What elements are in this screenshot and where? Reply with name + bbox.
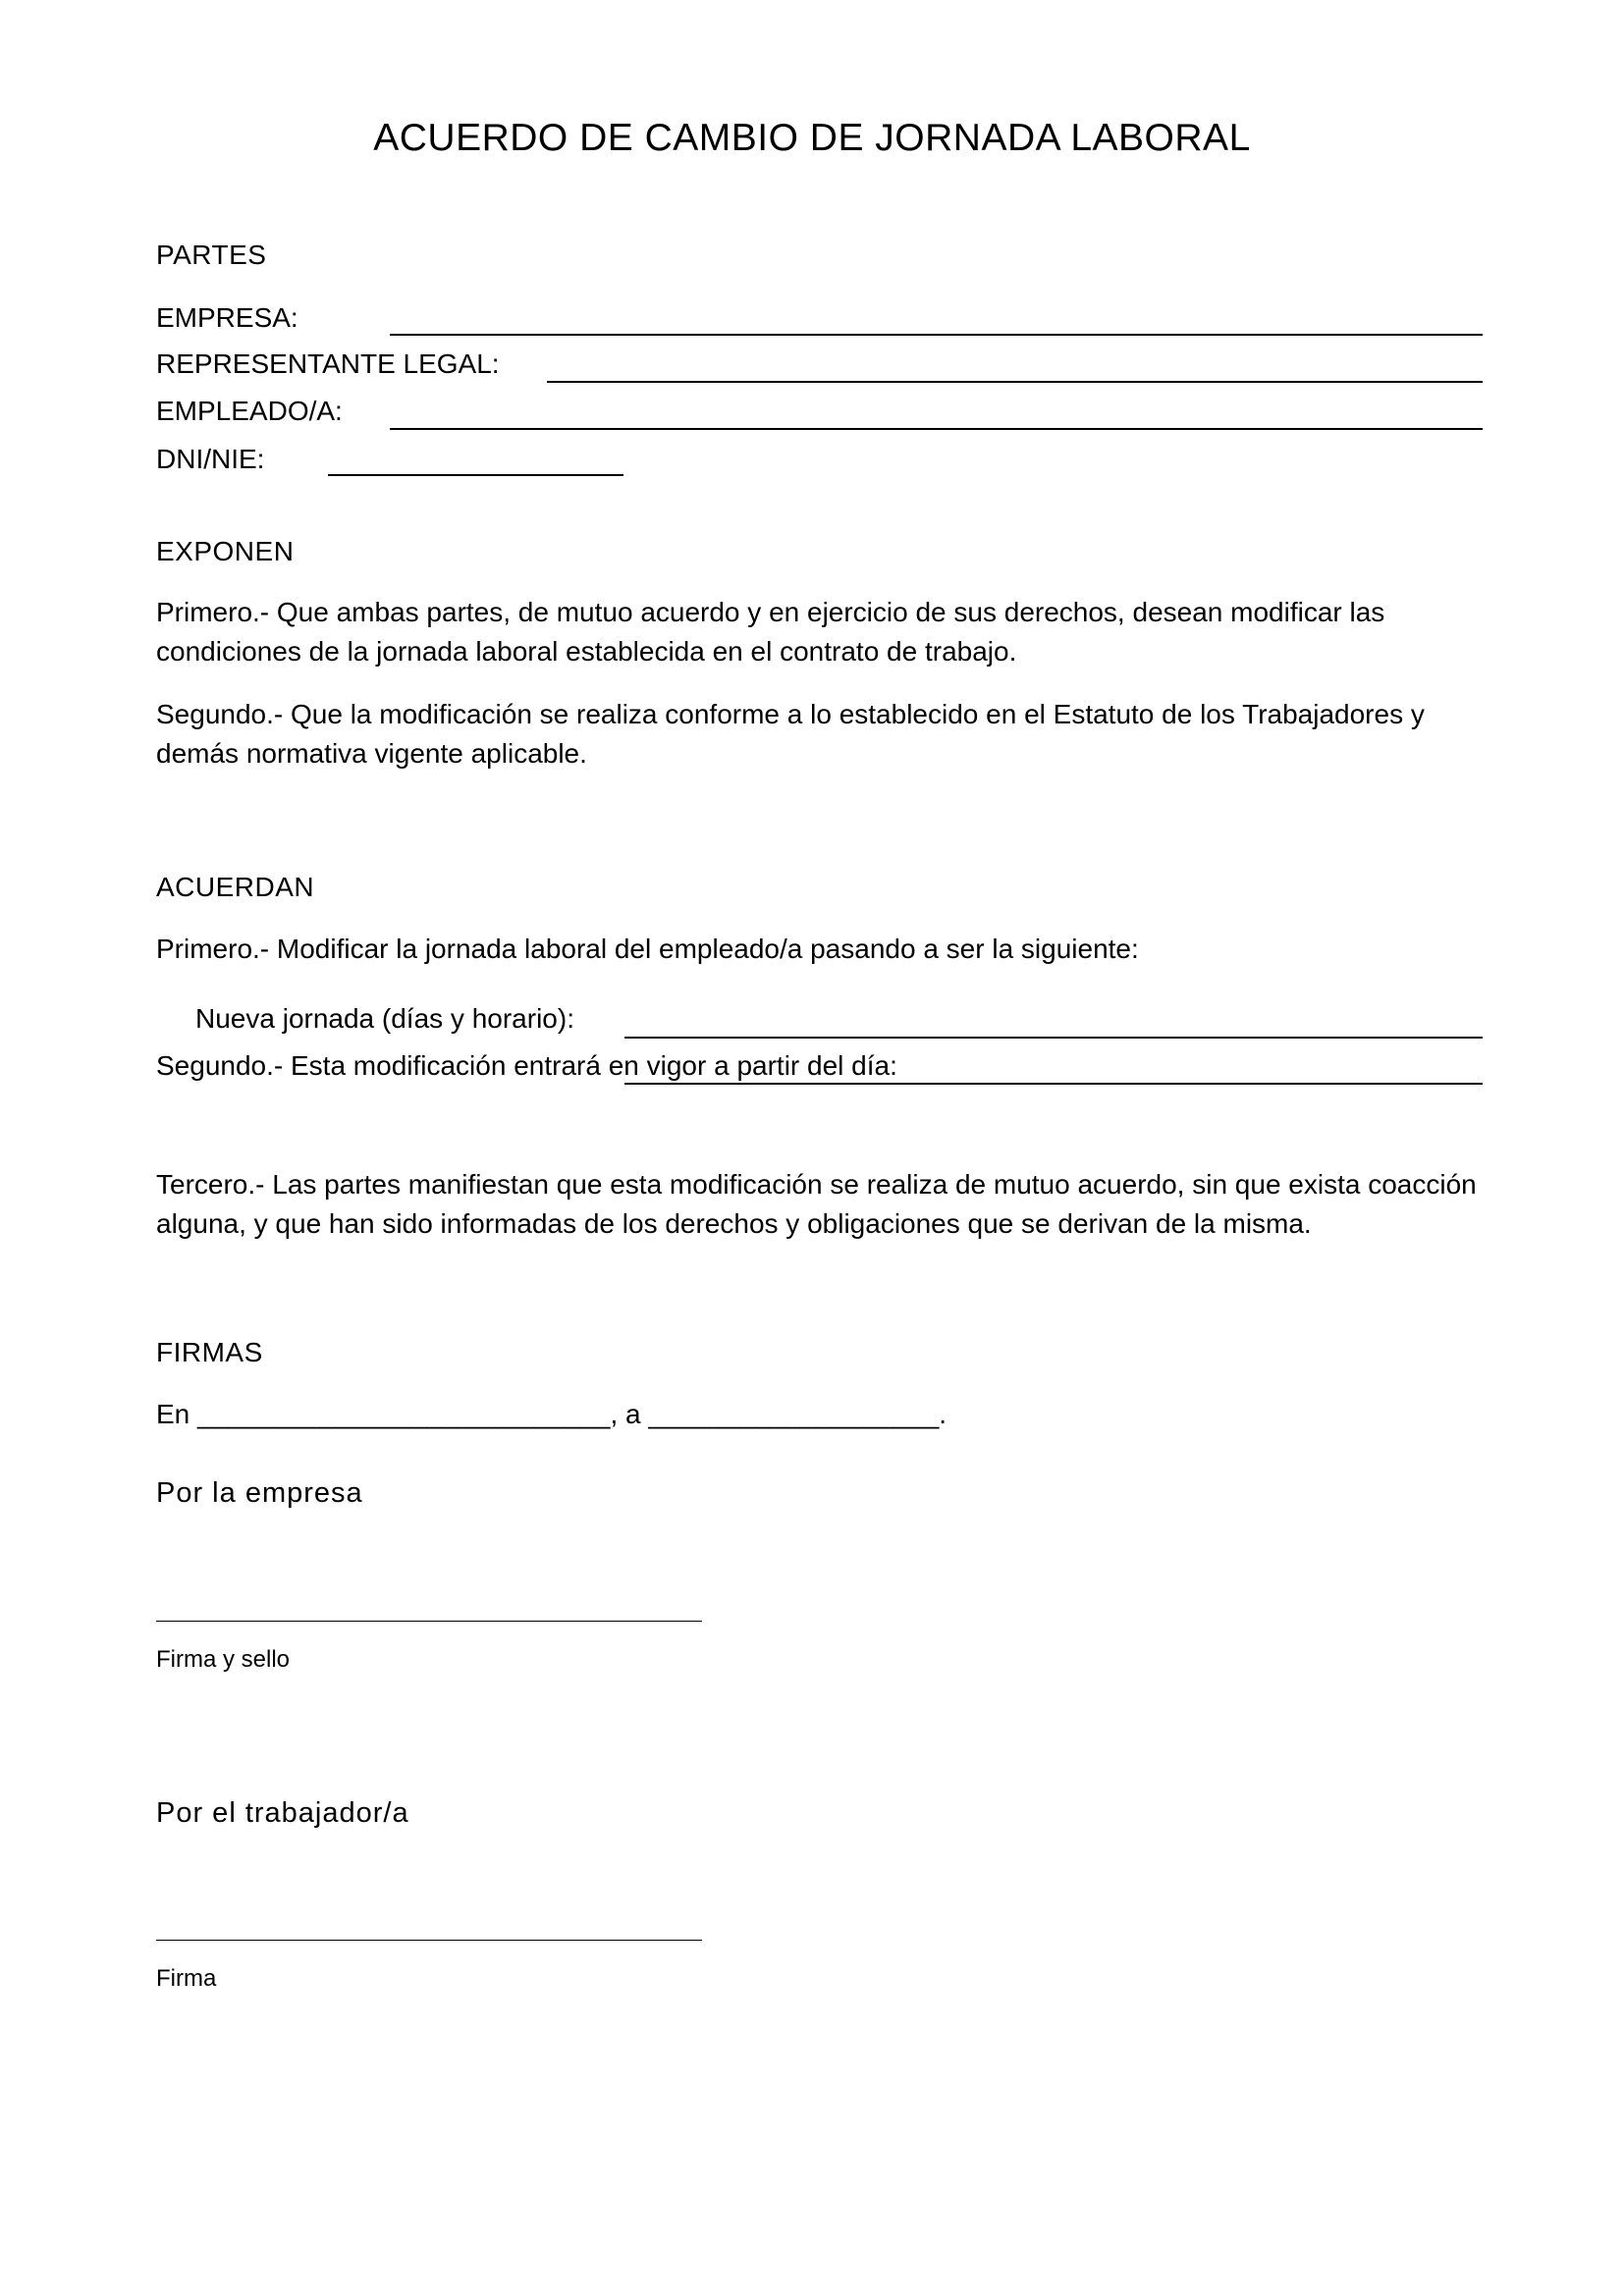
por-la-empresa-label: Por la empresa xyxy=(156,1477,363,1509)
nueva-jornada-field-line[interactable] xyxy=(624,1037,1483,1039)
representante-legal-label: REPRESENTANTE LEGAL: xyxy=(156,348,500,379)
section-heading-acuerdan: ACUERDAN xyxy=(156,872,315,902)
acuerdan-segundo-paragraph: Segundo.- Esta modificación entrará en vigor a partir del día: xyxy=(156,1050,897,1081)
dni-nie-label: DNI/NIE: xyxy=(156,444,265,474)
section-heading-exponen: EXPONEN xyxy=(156,536,295,566)
representante-legal-field-line[interactable] xyxy=(547,381,1483,383)
acuerdan-primero-paragraph: Primero.- Modificar la jornada laboral del empleado/a pasando a ser la siguiente: xyxy=(156,934,1139,964)
firma-y-sello-caption: Firma y sello xyxy=(156,1646,291,1673)
nueva-jornada-label: Nueva jornada (días y horario): xyxy=(195,1003,574,1034)
firma-caption: Firma xyxy=(156,1965,217,1992)
empresa-signature-line[interactable] xyxy=(156,1621,702,1622)
exponen-primero-paragraph: Primero.- Que ambas partes, de mutuo acuerdo y en ejercicio de sus derechos, desean modificar las condiciones de la jornada laboral establecida en el contrato de trabajo. xyxy=(156,597,1385,667)
fecha-vigor-field-line[interactable] xyxy=(624,1083,1483,1085)
empresa-field-line[interactable] xyxy=(390,334,1483,336)
exponen-segundo-paragraph: Segundo.- Que la modificación se realiza conforme a lo establecido en el Estatuto de los Trabajadores y demás normativa vigente aplicable. xyxy=(156,699,1425,769)
dni-nie-field-line[interactable] xyxy=(328,474,623,476)
lugar-fecha-line[interactable]: En ___________________________, a ___________________. xyxy=(156,1399,947,1429)
section-heading-firmas: FIRMAS xyxy=(156,1337,263,1367)
trabajador-signature-line[interactable] xyxy=(156,1940,702,1941)
empleado-field-line[interactable] xyxy=(390,428,1483,430)
por-el-trabajador-label: Por el trabajador/a xyxy=(156,1797,409,1829)
acuerdan-tercero-paragraph: Tercero.- Las partes manifiestan que esta modificación se realiza de mutuo acuerdo, sin que exista coacción alguna, y que han sido informadas de los derechos y obligaciones que se derivan de la misma. xyxy=(156,1169,1477,1239)
empresa-label: EMPRESA: xyxy=(156,302,298,333)
empleado-label: EMPLEADO/A: xyxy=(156,396,343,426)
section-heading-partes: PARTES xyxy=(156,240,267,270)
document-title: ACUERDO DE CAMBIO DE JORNADA LABORAL xyxy=(373,117,1251,159)
